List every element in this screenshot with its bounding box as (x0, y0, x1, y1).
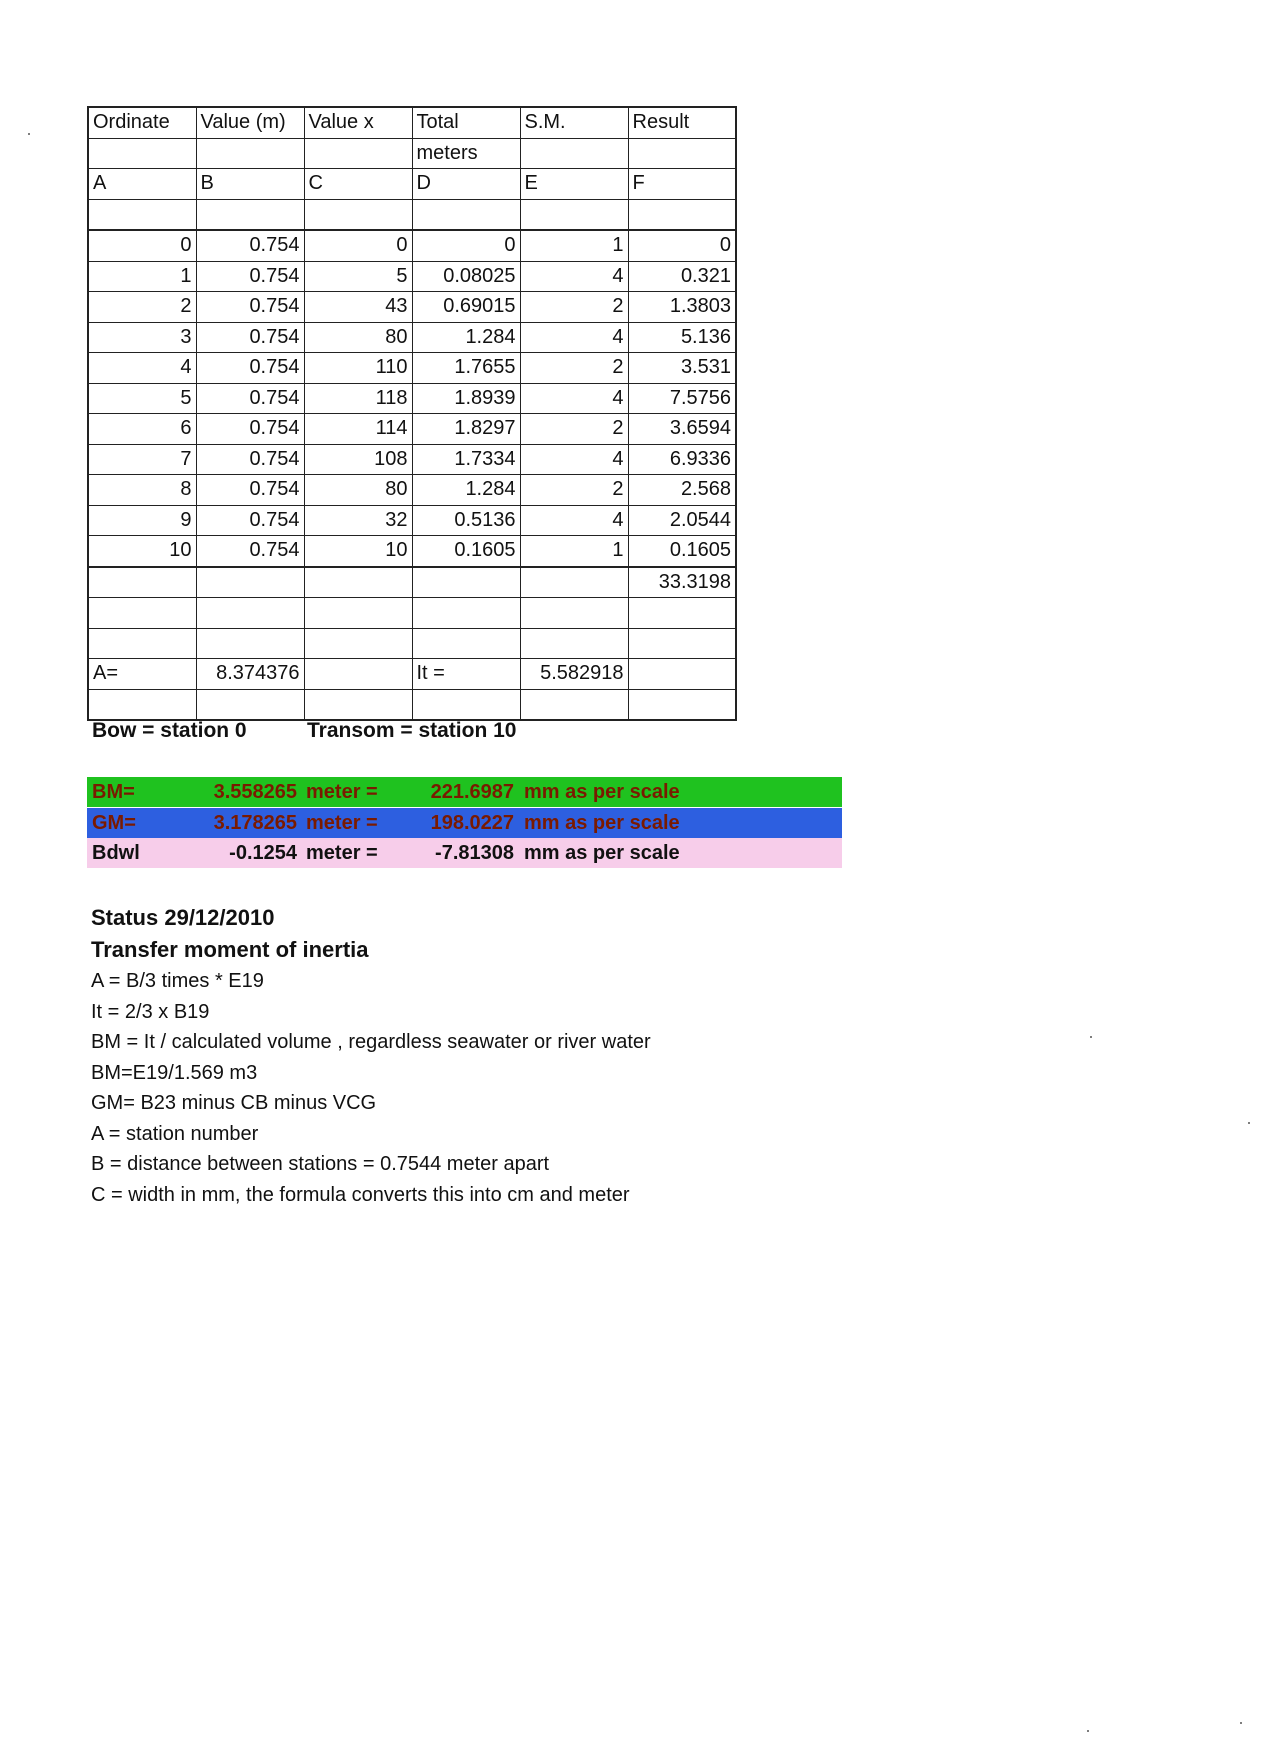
total-row (88, 567, 736, 598)
spacing-cell: 0.754 (196, 444, 304, 475)
width-cell: 43 (304, 292, 412, 323)
simpson-multiplier-cell: 2 (520, 414, 628, 445)
ordinate-cell: 6 (88, 414, 196, 445)
subheader-cell (520, 138, 628, 169)
width-cell: 114 (304, 414, 412, 445)
simpson-multiplier-cell: 4 (520, 261, 628, 292)
width-cell: 80 (304, 322, 412, 353)
result-cell: 6.9336 (628, 444, 736, 475)
table-row (88, 261, 736, 292)
spacing-cell: 0.754 (196, 383, 304, 414)
inertia-value: 5.582918 (520, 659, 628, 690)
result-cell: 3.531 (628, 353, 736, 384)
scan-speck (1090, 1036, 1092, 1038)
total-meters-cell: 0.08025 (412, 261, 520, 292)
result-cell: 7.5756 (628, 383, 736, 414)
result-cell: 2.0544 (628, 505, 736, 536)
notes-section (91, 902, 651, 1210)
header-value-x: Value x (304, 107, 412, 138)
ordinate-cell: 1 (88, 261, 196, 292)
table-row (88, 322, 736, 353)
result-cell: 0 (628, 230, 736, 261)
bdwl-value-mm: -7.81308 (435, 842, 514, 864)
subheader-cell (196, 138, 304, 169)
note-line: A = B/3 times * E19 (91, 970, 264, 992)
width-cell: 0 (304, 230, 412, 261)
notes-heading: Transfer moment of inertia (91, 937, 369, 962)
empty-row (88, 689, 736, 720)
width-cell: 10 (304, 536, 412, 567)
ordinate-cell: 7 (88, 444, 196, 475)
ordinate-cell: 2 (88, 292, 196, 323)
bm-value-mm: 221.6987 (430, 781, 514, 803)
total-meters-cell: 1.8297 (412, 414, 520, 445)
gm-value-meters: 3.178265 (213, 812, 297, 834)
table-row (88, 444, 736, 475)
width-cell: 118 (304, 383, 412, 414)
bdwl-label: Bdwl (92, 842, 140, 864)
spacing-cell: 0.754 (196, 414, 304, 445)
gm-unit-meters: meter = (306, 812, 378, 834)
table-row (88, 353, 736, 384)
subheader-cell (88, 138, 196, 169)
width-cell: 80 (304, 475, 412, 506)
bm-label: BM= (92, 781, 135, 803)
subheader-cell (628, 138, 736, 169)
width-cell: 110 (304, 353, 412, 384)
ordinate-cell: 5 (88, 383, 196, 414)
stability-calculation-table (87, 106, 737, 721)
result-cell: 3.6594 (628, 414, 736, 445)
column-letter: E (520, 169, 628, 200)
header-value-m: Value (m) (196, 107, 304, 138)
gm-unit-mm: mm as per scale (524, 812, 680, 834)
ordinate-cell: 0 (88, 230, 196, 261)
total-meters-cell: 1.284 (412, 322, 520, 353)
table-row (88, 292, 736, 323)
ordinate-cell: 4 (88, 353, 196, 384)
result-cell: 5.136 (628, 322, 736, 353)
simpson-multiplier-cell: 4 (520, 505, 628, 536)
table-header-row (88, 107, 736, 138)
gm-result-band (87, 808, 842, 838)
subheader-unit: meters (412, 138, 520, 169)
column-letter-row (88, 169, 736, 200)
note-line: C = width in mm, the formula converts this into cm and meter (91, 1183, 630, 1206)
simpson-multiplier-cell: 4 (520, 383, 628, 414)
width-cell: 32 (304, 505, 412, 536)
note-line: GM= B23 minus CB minus VCG (91, 1092, 377, 1114)
spacing-cell: 0.754 (196, 261, 304, 292)
simpson-multiplier-cell: 4 (520, 322, 628, 353)
empty-row (88, 628, 736, 659)
ordinate-cell: 9 (88, 505, 196, 536)
header-ordinate: Ordinate (88, 107, 196, 138)
bow-caption: Bow = station 0 (92, 719, 247, 742)
table-row (88, 414, 736, 445)
area-value: 8.374376 (196, 659, 304, 690)
table-row (88, 230, 736, 261)
column-letter: A (88, 169, 196, 200)
scan-speck (1248, 1122, 1250, 1124)
total-meters-cell: 1.284 (412, 475, 520, 506)
gm-label: GM= (92, 812, 136, 834)
result-total: 33.3198 (628, 567, 736, 598)
bm-unit-meters: meter = (306, 781, 378, 803)
header-sm: S.M. (520, 107, 628, 138)
area-label: A= (88, 659, 196, 690)
result-cell: 0.321 (628, 261, 736, 292)
column-letter: D (412, 169, 520, 200)
spacing-cell: 0.754 (196, 230, 304, 261)
empty-row (88, 598, 736, 629)
scan-speck (1087, 1730, 1089, 1732)
result-cell: 2.568 (628, 475, 736, 506)
total-meters-cell: 1.7655 (412, 353, 520, 384)
note-line: B = distance between stations = 0.7544 meter apart (91, 1153, 550, 1175)
simpson-multiplier-cell: 1 (520, 536, 628, 567)
empty-row (88, 199, 736, 230)
table-row (88, 383, 736, 414)
bm-result-band (87, 777, 842, 807)
bdwl-unit-mm: mm as per scale (524, 842, 680, 864)
table-row (88, 505, 736, 536)
simpson-multiplier-cell: 2 (520, 353, 628, 384)
bdwl-unit-meters: meter = (306, 842, 378, 864)
transom-caption: Transom = station 10 (307, 719, 517, 742)
bdwl-result-band (87, 838, 842, 868)
column-letter: C (304, 169, 412, 200)
bm-value-meters: 3.558265 (213, 781, 297, 803)
simpson-multiplier-cell: 2 (520, 475, 628, 506)
ordinate-cell: 10 (88, 536, 196, 567)
width-cell: 108 (304, 444, 412, 475)
scan-speck (28, 133, 30, 135)
note-line: A = station number (91, 1122, 259, 1145)
result-cell: 1.3803 (628, 292, 736, 323)
note-line: BM = It / calculated volume , regardless seawater or river water (91, 1031, 651, 1053)
total-meters-cell: 1.8939 (412, 383, 520, 414)
header-result: Result (628, 107, 736, 138)
total-meters-cell: 0 (412, 230, 520, 261)
total-meters-cell: 0.1605 (412, 536, 520, 567)
note-line: BM=E19/1.569 m3 (91, 1061, 258, 1084)
column-letter: F (628, 169, 736, 200)
note-line: It = 2/3 x B19 (91, 1000, 210, 1023)
status-heading: Status 29/12/2010 (91, 905, 275, 930)
ordinate-cell: 8 (88, 475, 196, 506)
subheader-cell (304, 138, 412, 169)
spacing-cell: 0.754 (196, 353, 304, 384)
simpson-multiplier-cell: 1 (520, 230, 628, 261)
area-inertia-row (88, 659, 736, 690)
total-meters-cell: 0.69015 (412, 292, 520, 323)
bm-unit-mm: mm as per scale (524, 781, 680, 803)
table-row (88, 475, 736, 506)
width-cell: 5 (304, 261, 412, 292)
ordinate-cell: 3 (88, 322, 196, 353)
spacing-cell: 0.754 (196, 292, 304, 323)
spacing-cell: 0.754 (196, 322, 304, 353)
table-subheader-row (88, 138, 736, 169)
total-meters-cell: 0.5136 (412, 505, 520, 536)
table-row (88, 536, 736, 567)
scan-speck (1240, 1722, 1242, 1724)
column-letter: B (196, 169, 304, 200)
spacing-cell: 0.754 (196, 505, 304, 536)
header-total: Total (412, 107, 520, 138)
result-cell: 0.1605 (628, 536, 736, 567)
bdwl-value-meters: -0.1254 (229, 842, 297, 864)
inertia-label: It = (412, 659, 520, 690)
spacing-cell: 0.754 (196, 536, 304, 567)
simpson-multiplier-cell: 4 (520, 444, 628, 475)
simpson-multiplier-cell: 2 (520, 292, 628, 323)
gm-value-mm: 198.0227 (430, 812, 514, 834)
spacing-cell: 0.754 (196, 475, 304, 506)
total-meters-cell: 1.7334 (412, 444, 520, 475)
